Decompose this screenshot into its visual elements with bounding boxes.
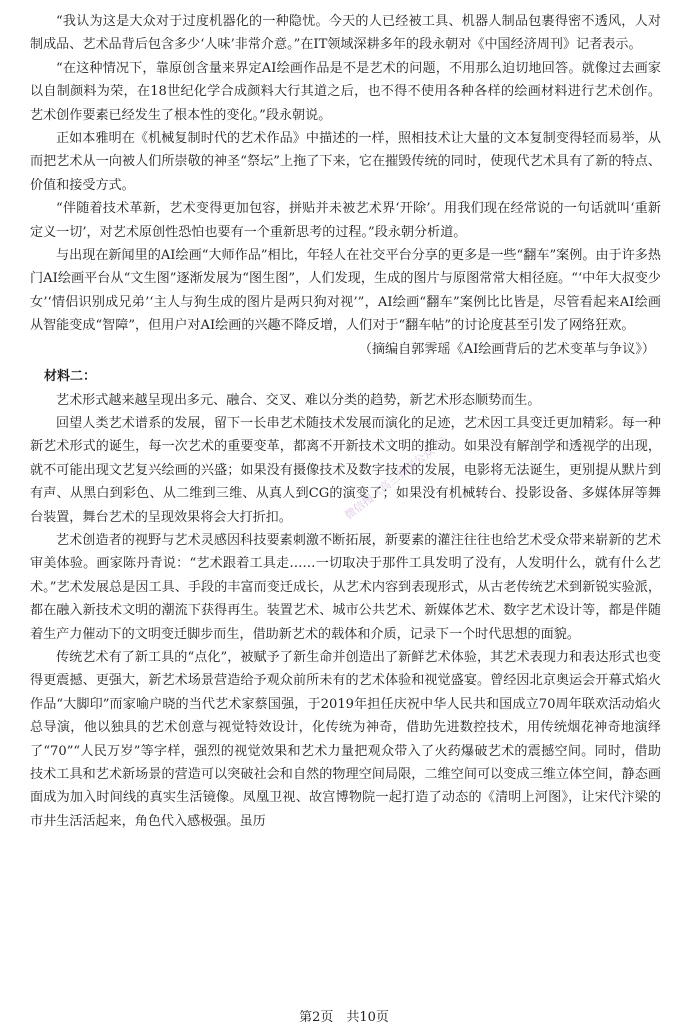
- paragraph: 正如本雅明在《机械复制时代的艺术作品》中描述的一样，照相技术让大量的文本复制变得轻而易举，从而把艺术从一向被人们所崇敬的神圣“祭坛”上拖了下来，它在摧毁传统的同时，使现代艺术具有了新的特点、价值和接受方式。: [30, 131, 661, 193]
- paragraph: 与出现在新闻里的AI绘画“大师作品”相比，年轻人在社交平台分享的更多是一些“翻车”案例。由于许多热门AI绘画平台从“文生图”逐渐发展为“图生图”，人们发现，生成的图片与原图常常大相径庭。“‘中年大叔变少女’‘情侣识别成兄弟’‘主人与狗生成的图片是两只狗对视’”，AI绘画“翻车”案例比比皆是，尽管看起来AI绘画从智能变成“智障”，但用户对AI绘画的兴趣不降反增，人们对于“翻车帖”的讨论度甚至引发了网络狂欢。: [30, 248, 661, 334]
- material-one-body: [30, 10, 661, 338]
- paragraph: “我认为这是大众对于过度机器化的一种隐忧。今天的人已经被工具、机器人制品包裹得密不透风，人对制成品、艺术品背后包含多少‘人味’非常介意。”在IT领域深耕多年的段永朝对《中国经济周刊》记者表示。: [30, 14, 661, 53]
- paragraph: “在这种情况下，靠原创含量来界定AI绘画作品是不是艺术的问题，不用那么迫切地回答。就像过去画家以自制颜料为荣，在18世纪化学合成颜料大行其道之后，也不得不使用各种各样的绘画材料进行艺术创作。艺术创作要素已经发生了根本性的变化。”段永朝说。: [30, 60, 661, 123]
- watermark-stamp: 微信搜《高三答案公众号》: [342, 430, 455, 523]
- paragraph: 艺术创造者的视野与艺术灵感因科技要素刺激不断拓展，新要素的灌注往往也给艺术受众带来崭新的艺术审美体验。画家陈丹青说：“艺术跟着工具走……一切取决于那件工具发明了没有，人发明什么，就有什么艺术。”艺术发展总是因工具、手段的丰富而变迁成长，从艺术内容到表现形式，从古老传统艺术到新锐实验派，都在融入新技术文明的潮流下获得再生。装置艺术、城市公共艺术、新媒体艺术、数字艺术设计等，都是伴随着生产力催动下的文明变迁脚步而生，借助新艺术的载体和介质，记录下一个时代思想的面貌。: [30, 532, 661, 642]
- paragraph: 艺术形式越来越呈现出多元、融合、交叉、难以分类的趋势，新艺术形态顺势而生。: [56, 392, 541, 408]
- paragraph: 传统艺术有了新工具的“点化”，被赋予了新生命并创造出了新鲜艺术体验，其艺术表现力和表达形式也变得更震撼、更强大，新艺术场景营造给予观众前所未有的艺术体验和视觉盛宴。曾经因北京奥运会开幕式焰火作品“大脚印”而家喻户晓的当代艺术家蔡国强，于2019年担任庆祝中华人民共和国成立70周年联欢活动焰火总导演，他以独具的艺术创意与视觉特效设计，化传统为神奇，借助先进数控技术，用传统烟花神奇地演绎了“70”“人民万岁”等字样，强烈的视觉效果和艺术力量把观众带入了火药爆破艺术的震撼空间。同时，借助技术工具和艺术新场景的营造可以突破社会和自然的物理空间局限，二维空间可以变成三维立体空间，静态画面成为加入时间线的真实生活镜像。凤凰卫视、故宫博物院一起打造了动态的《清明上河图》，让宋代汴梁的市井生活活起来，角色代入感极强。虽历: [30, 649, 661, 829]
- page-number: 第2页 共10页: [299, 1010, 389, 1025]
- paragraph: 回望人类艺术谱系的发展，留下一长串艺术随技术发展而演化的足迹，艺术因工具变迁更加精彩。每一种新艺术形式的诞生，每一次艺术的重要变革，都离不开新技术文明的推动。如果没有解剖学和透视学的出现，就不可能出现文艺复兴绘画的兴盛；如果没有摄像技术及数字技术的发展，电影将无法诞生，更别提从默片到有声、从黑白到彩色、从二维到三维、从真人到CG的演变了；如果没有机械转台、投影设备、多媒体屏等舞台装置，舞台艺术的呈现效果将会大打折扣。: [30, 415, 661, 525]
- material-two-body: [30, 389, 661, 834]
- paragraph: “伴随着技术革新，艺术变得更加包容，拼贴并未被艺术界‘开除’。用我们现在经常说的一句话就叫‘重新定义一切’，对艺术原创性恐怕也要有一个重新思考的过程。”段永朝分析道。: [30, 201, 661, 240]
- section-heading-material-two: 材料二：: [44, 369, 97, 385]
- source-citation: （摘编自郭霁瑶《AI绘画背后的艺术变革与争议》）: [358, 341, 655, 357]
